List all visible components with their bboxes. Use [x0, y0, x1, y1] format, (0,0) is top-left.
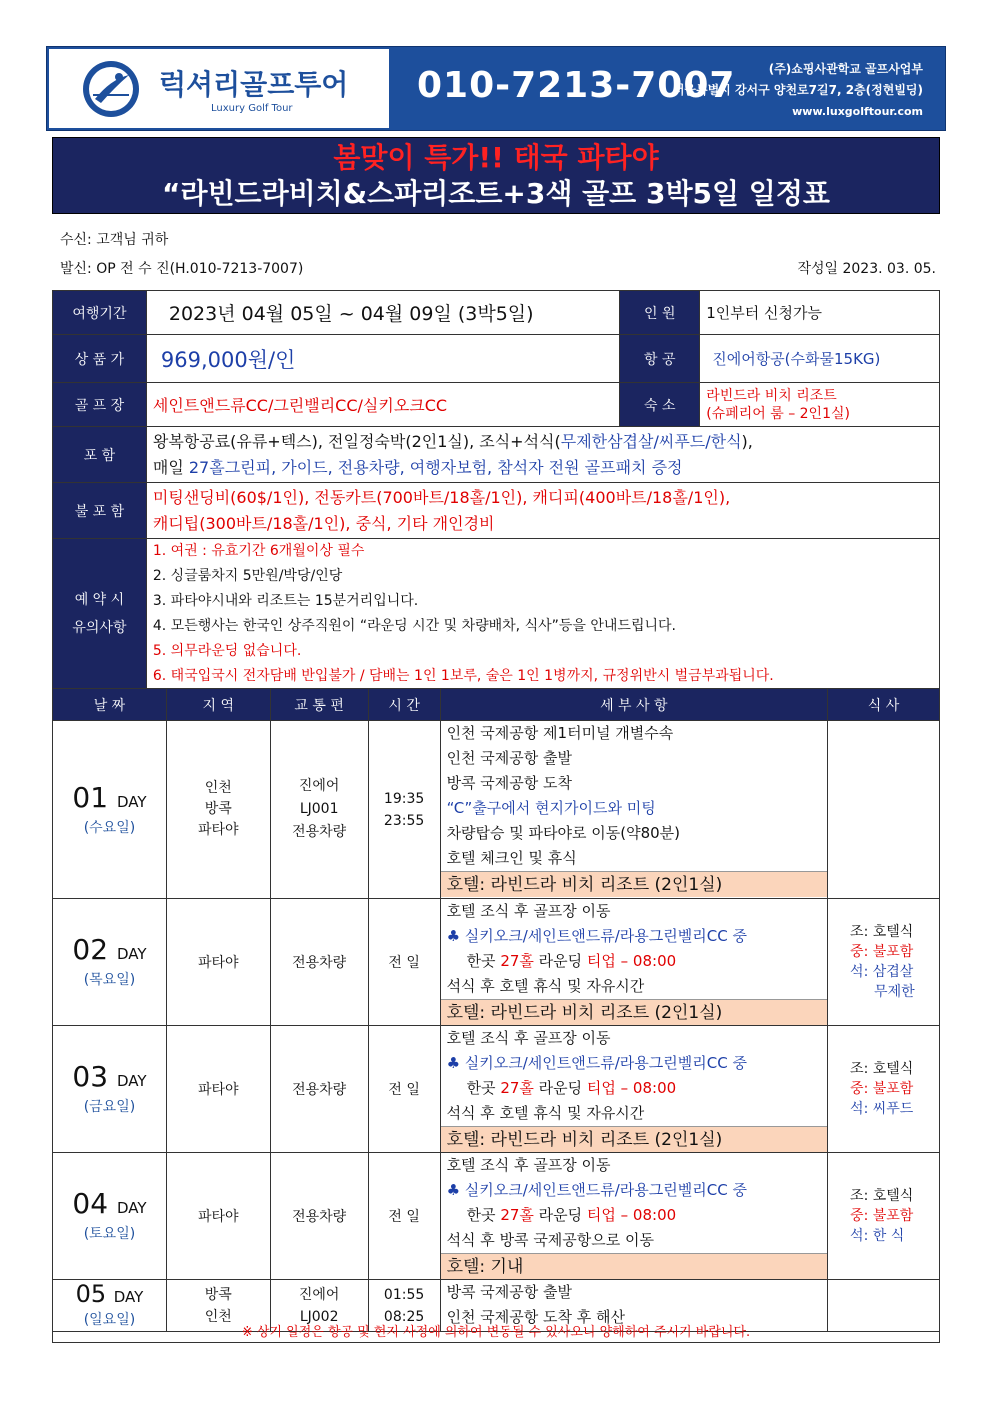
period-value: 2023년 04월 05일 ~ 04월 09일 (3박5일) [146, 291, 619, 335]
detail-line: 방콕 국제공항 출발 [446, 1283, 573, 1301]
price-label: 상 품 가 [53, 335, 147, 383]
day-weekday: (토요일) [83, 1226, 136, 1242]
details-cell [440, 1026, 827, 1153]
detail-line-teeoff [441, 1203, 827, 1228]
teeoff-rest: 티업 – 08:00 [586, 1079, 677, 1097]
details-cell [440, 721, 827, 899]
company-website: www.luxgolftour.com [792, 105, 923, 118]
detail-line: 차량탑승 및 파타야로 이동(약80분) [446, 824, 681, 842]
region-item: 인천 [204, 1308, 232, 1325]
company-name: (주)쇼핑사관학교 골프사업부 [768, 62, 923, 76]
teeoff-text: 한곳 27홀 라운딩 티업 – 08:00 [466, 1079, 677, 1097]
detail-line: “C”출구에서 현지가이드와 미팅 [446, 799, 656, 817]
holes-highlight: 27홀 [500, 1079, 534, 1097]
schedule-row-day-3 [53, 1026, 940, 1153]
detail-line-golf: ♣ 실키오크/세인트앤드류/라용그린벨리CC 중 [446, 1054, 747, 1072]
header-details: 세 부 사 항 [440, 689, 827, 721]
include-meals: 무제한삼겹살/씨푸드/한식 [560, 431, 742, 451]
airline-label: 항 공 [620, 335, 700, 383]
footer-note: ※ 상기 일정은 항공 및 현지 사정에 의하여 변동될 수 있사오니 양해하여 주시기 바랍니다. [52, 1323, 940, 1343]
note-item: 3. 파타야시내와 리조트는 15분거리입니다. [152, 593, 419, 609]
time-item: 01:55 [383, 1286, 425, 1303]
transport-cell: 전용차량 [270, 899, 368, 1026]
region-item: 방콕 [204, 801, 232, 817]
period-label: 여행기간 [53, 291, 147, 335]
include-label: 포 함 [53, 427, 147, 483]
header-date: 날 짜 [53, 689, 167, 721]
meal-dinner-extra: 무제한 [874, 984, 915, 1000]
header-transport: 교 통 편 [270, 689, 368, 721]
detail-line: 호텔 조식 후 골프장 이동 [446, 1156, 611, 1174]
note-item: 4. 모든행사는 한국인 상주직원이 “라운딩 시간 및 차량배차, 식사”등을 안내드립니다. [152, 618, 676, 634]
teeoff-rest: 티업 – 08:00 [586, 952, 677, 970]
people-value: 1인부터 신청가능 [700, 291, 940, 335]
day-num-text: 03 [72, 1060, 109, 1093]
notes-label-line-2: 유의사항 [72, 620, 127, 636]
time-cell: 전 일 [368, 899, 440, 1026]
transport-item: 진에어 [298, 778, 340, 794]
detail-line: 인천 국제공항 제1터미널 개별수속 [446, 724, 674, 742]
time-cell: 전 일 [368, 1153, 440, 1280]
region-cell: 파타야 [166, 899, 270, 1026]
include-text-c: ), [741, 431, 753, 451]
teeoff-rest: 티업 – 08:00 [586, 1206, 677, 1224]
meal-breakfast: 조: 호텔식 [850, 924, 914, 940]
meal-lunch: 중: 불포함 [850, 1208, 914, 1224]
title-box [52, 137, 940, 214]
schedule-table [52, 688, 940, 1332]
day-number [53, 1282, 166, 1309]
schedule-row-day-2 [53, 899, 940, 1026]
price-value: 969,000원/인 [146, 335, 619, 383]
header-time: 시 간 [368, 689, 440, 721]
detail-line: 인천 국제공항 출발 [446, 749, 573, 767]
exclude-label: 불 포 함 [53, 483, 147, 539]
day-number [53, 780, 166, 817]
meal-breakfast: 조: 호텔식 [850, 1061, 914, 1077]
meal-dinner: 석: 씨푸드 [850, 1101, 914, 1117]
meals-cell [828, 1153, 940, 1280]
header-meals: 식 사 [828, 689, 940, 721]
company-info [673, 59, 923, 122]
detail-line-teeoff [441, 1076, 827, 1101]
golf-label: 골 프 장 [53, 383, 147, 427]
day-weekday: (일요일) [83, 1312, 136, 1328]
hotel-line: 호텔: 기내 [441, 1253, 827, 1279]
transport-item: LJ002 [299, 1308, 339, 1325]
day-number [53, 1062, 166, 1096]
note-item: 6. 태국입국시 전자담배 반입불가 / 담배는 1인 1보루, 술은 1인 1병까지, 규정위반시 벌금부과됩니다. [152, 668, 774, 684]
airline-value: 진에어항공(수화물15KG) [700, 335, 940, 383]
include-text-e: , 가이드, 전용차량, 여행자보험, 참석자 전원 골프패치 증정 [271, 457, 683, 477]
include-line-2 [153, 455, 933, 481]
transport-item: LJ001 [299, 801, 339, 817]
transport-cell [270, 721, 368, 899]
meals-cell [828, 1026, 940, 1153]
day-suffix: DAY [116, 945, 147, 963]
detail-line-golf: ♣ 실키오크/세인트앤드류/라용그린벨리CC 중 [446, 1181, 747, 1199]
detail-line: 방콕 국제공항 도착 [446, 774, 573, 792]
day-num-text: 02 [72, 933, 109, 966]
time-cell: 전 일 [368, 1026, 440, 1153]
detail-line-teeoff [441, 949, 827, 974]
time-cell [368, 721, 440, 899]
meal-lunch: 중: 불포함 [850, 944, 914, 960]
details-cell [440, 1153, 827, 1280]
day-suffix: DAY [116, 792, 147, 811]
meals-cell [828, 721, 940, 899]
meal-lunch: 중: 불포함 [850, 1081, 914, 1097]
logo-text: 럭셔리골프투어 [159, 68, 349, 101]
notes-list [146, 539, 939, 690]
detail-line: 석식 후 호텔 휴식 및 자유시간 [446, 1104, 645, 1122]
notes-label-line-1: 예 약 시 [74, 592, 125, 608]
note-item: 2. 싱글룸차지 5만원/박당/인당 [152, 568, 343, 584]
meal-breakfast: 조: 호텔식 [850, 1188, 914, 1204]
day-cell [53, 721, 167, 899]
meal-dinner: 석: 삼겹살 [850, 964, 914, 980]
day-number [53, 935, 166, 969]
time-item: 23:55 [383, 812, 425, 829]
hotel-line: 호텔: 라빈드라 비치 리조트 (2인1실) [441, 871, 827, 897]
recipient: 수신: 고객님 귀하 [60, 232, 169, 248]
header-banner [46, 46, 946, 131]
note-item: 5. 의무라운딩 없습니다. [152, 643, 302, 659]
include-text-a: 왕복항공료(유류+텍스), 전일정숙박(2인1실), 조식+석식( [152, 431, 561, 451]
teeoff-text: 한곳 27홀 라운딩 티업 – 08:00 [466, 1206, 677, 1224]
people-label: 인 원 [620, 291, 700, 335]
logo-subtitle: Luxury Golf Tour [211, 103, 293, 114]
detail-line: 호텔 조식 후 골프장 이동 [446, 902, 611, 920]
detail-line: 호텔 조식 후 골프장 이동 [446, 1029, 611, 1047]
exclude-line-1: 미팅샌딩비(60$/1인), 전동카트(700바트/18홀/1인), 캐디피(400바트/18홀/1인), [152, 487, 731, 507]
region-item: 파타야 [198, 822, 239, 838]
transport-cell: 전용차량 [270, 1026, 368, 1153]
title-line-2: “라빈드라비치&스파리조트+3색 골프 3박5일 일정표 [162, 177, 830, 210]
detail-line-golf: ♣ 실키오크/세인트앤드류/라용그린벨리CC 중 [446, 927, 747, 945]
schedule-row-day-4 [53, 1153, 940, 1280]
teeoff-text: 한곳 27홀 라운딩 티업 – 08:00 [466, 952, 677, 970]
day-cell [53, 1026, 167, 1153]
day-number [53, 1189, 166, 1223]
day-num-text: 04 [72, 1187, 109, 1220]
transport-cell: 전용차량 [270, 1153, 368, 1280]
document-date: 작성일 2023. 03. 05. [797, 261, 936, 277]
region-cell [166, 721, 270, 899]
hotel-label: 숙 소 [620, 383, 700, 427]
day-num-text: 01 [72, 780, 109, 814]
logo-box [49, 49, 389, 128]
time-item: 19:35 [383, 790, 425, 807]
day-cell [53, 899, 167, 1026]
phone-number: 010-7213-7007 [417, 65, 736, 106]
header-region: 지 역 [166, 689, 270, 721]
note-item: 1. 여권 : 유효기간 6개월이상 필수 [152, 543, 365, 559]
day-weekday: (금요일) [83, 1099, 136, 1115]
detail-line: 석식 후 호텔 휴식 및 자유시간 [446, 977, 645, 995]
hotel-line: 호텔: 라빈드라 비치 리조트 (2인1실) [441, 1126, 827, 1152]
detail-line: 석식 후 방콕 국제공항으로 이동 [446, 1231, 655, 1249]
include-text-d: 매일 [152, 457, 189, 477]
holes-highlight: 27홀 [500, 952, 534, 970]
golf-value: 세인트앤드류CC/그린밸리CC/실키오크CC [146, 383, 619, 427]
details-cell [440, 899, 827, 1026]
day-weekday: (목요일) [83, 972, 136, 988]
day-cell [53, 1153, 167, 1280]
holes-highlight: 27홀 [500, 1206, 534, 1224]
meal-dinner: 석: 한 식 [850, 1228, 905, 1244]
title-line-1: 봄맞이 특가!! 태국 파타야 [333, 141, 659, 174]
region-item: 인천 [204, 780, 232, 796]
hotel-line: 호텔: 라빈드라 비치 리조트 (2인1실) [441, 999, 827, 1025]
day-suffix: DAY [116, 1072, 147, 1090]
day-num-text: 05 [75, 1280, 107, 1308]
info-table [52, 290, 940, 690]
meals-cell [828, 899, 940, 1026]
transport-item: 전용차량 [292, 824, 347, 840]
include-line-1 [153, 429, 933, 455]
exclude-value [146, 483, 939, 539]
hotel-name: 라빈드라 비치 리조트 [706, 387, 837, 404]
notes-label [53, 539, 147, 690]
day-suffix: DAY [113, 1288, 144, 1306]
day-suffix: DAY [116, 1199, 147, 1217]
region-item: 방콕 [204, 1286, 232, 1303]
hotel-value [700, 383, 940, 427]
golfer-logo-icon [81, 59, 141, 119]
time-item: 08:25 [383, 1308, 425, 1325]
region-cell: 파타야 [166, 1153, 270, 1280]
region-cell: 파타야 [166, 1026, 270, 1153]
detail-line: 호텔 체크인 및 휴식 [446, 849, 577, 867]
day-weekday: (수요일) [83, 819, 136, 836]
exclude-line-2: 캐디팁(300바트/18홀/1인), 중식, 기타 개인경비 [152, 513, 495, 533]
hotel-room: (슈페리어 룸 – 2인1실) [706, 405, 850, 422]
include-value [146, 427, 939, 483]
schedule-row-day-1 [53, 721, 940, 899]
detail-line: 인천 국제공항 도착 후 해산 [446, 1308, 626, 1326]
include-greenfee: 27홀그린피 [188, 457, 272, 477]
sender: 발신: OP 전 수 진(H.010-7213-7007) [60, 261, 304, 277]
transport-item: 진에어 [298, 1286, 340, 1303]
company-address: 서울특별시 강서구 양천로7길7, 2층(정현빌딩) [672, 83, 923, 97]
